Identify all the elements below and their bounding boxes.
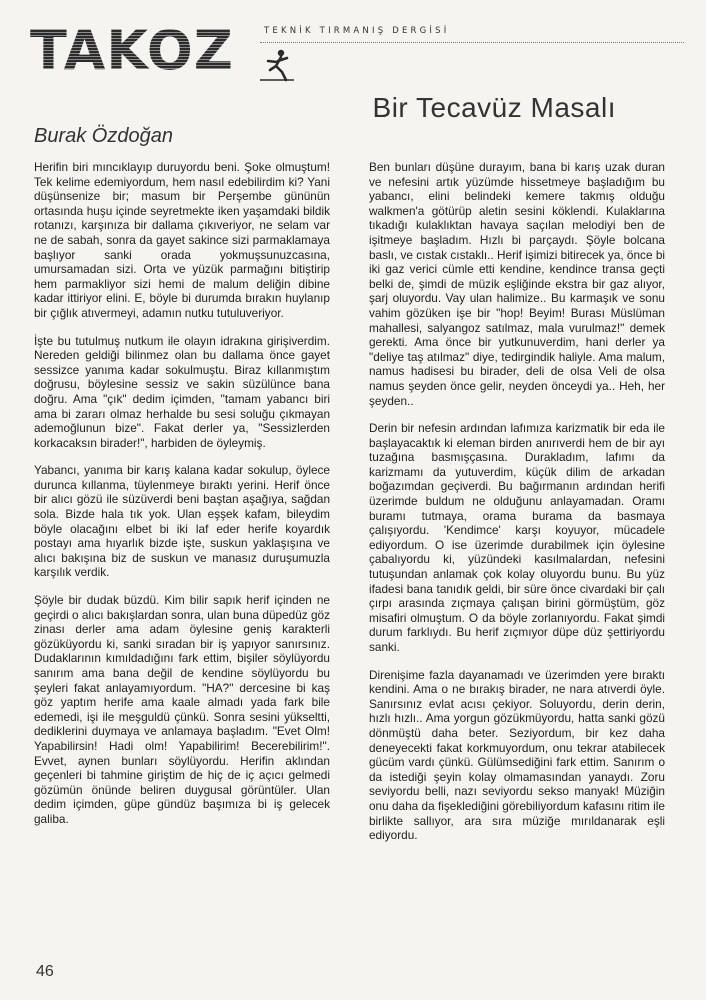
- article-title: Bir Tecavüz Masalı: [372, 92, 616, 123]
- paragraph: Derin bir nefesin ardından lafımıza karizmatik bir eda ile başlayacaktık ki eleman birden anırıverdi hem de bir ayı tuzağına basmışçasına. Durakladım, lafımı da karizmamı da yutuverdim, küçük dilim de arkadan boğazımdan geçiverdi. Bu bağırmanın ardından herifi üzerimde buldum ne olduğunu anlayamadan. Oramı buramı tutmaya, orama burama da basmaya çalışıyordu. 'Kendimce' karşı koyuyor, mücadele ediyordum. O ise üzerimde durabilmek için öylesine çabalıyordu ki, yüzündeki kasılmalardan, nefesini tutuşundan anlamak çok kolay oluyordu bunu. Bu yüz ifadesi bana tanıdık geldi, bir süre önce civardaki bir çalı çırpı arasında zıçmaya çalışan birini görmüştüm, göz misafiri olmuştum. O da böyle zorlanıyordu. Fakat şimdi durum farklıydı. Bu herif zıçmıyor düpe düz şettiriyordu sanki.: [369, 421, 665, 654]
- left-column: [34, 160, 330, 840]
- article-author: Burak Özdoğan: [34, 125, 173, 147]
- magazine-tagline: TEKNİK TIRMANIŞ DERGİSİ: [264, 26, 450, 36]
- paragraph: Şöyle bir dudak büzdü. Kim bilir sapık herif içinden ne geçirdi o alıcı bakışlardan sonra, ulan buna düpedüz göz zinası derler ama adam öylesine geniş karakterli gözüküyordu ki, sanki sıradan bir iş yapıyor sanırsınız. Dudaklarının kımıldadığını fark ettim, bişiler söylüyordu sanırım ama bana değil de kendine söylüyordu bu şeyleri fakat anlayamıyordum. "HA?" dercesine bi kaş göz yaptım herife ama kaale almadı yada fark bile edemedi, işi ile meşguldü çünkü. Sonra sesini yükseltti, dediklerini duymaya ve anlamaya başladım. "Evet Olm! Yapabilirsin! Hadi olm! Yapabilirim! Becerebilirim!". Evvet, aynen bunları söylüyordu. Herifin aklından geçenleri bi tahmine giriştim de hiç de iç açıcı gelmedi gözümün önünde beliren duygusal görüntüler. Ulan dedim içimden, güpe gündüz başımıza bi iş gelecek galiba.: [34, 593, 330, 826]
- header-rule: [260, 42, 684, 43]
- paragraph: Yabancı, yanıma bir karış kalana kadar sokulup, öylece durunca kıllanma, tüylenmeye bıraktı yerini. Herif önce bir alıcı gözü ile süzüverdi beni baştan aşağıya, sağdan sola. Bizde hala tık yok. Ulan eşşek kafam, bileydim böyle olacağını elbet bi iki laf eder herife koyardık postayı ama hıyarlık bizde işte, suskun yaklaşışına ve alıcı bakışına biz de suskun ve manasız duruşumuzla karşılık verdik.: [34, 463, 330, 580]
- paragraph: Herifin biri mıncıklayıp duruyordu beni. Şoke olmuştum! Tek kelime edemiyordum, hem nasıl edebilirdim ki? Yani düşünsenize bir; masum bir Perşembe gününün ortasında huşu içinde seyretmekte iken yaşamdaki bildik rotanızı, karşınıza bir dallama çıkıveriyor, ne selam var ne de sabah, sonra da gayet sakince sizi parmaklamaya başlıyor sanki orada yokmuşsunuzcasına, umursamadan sizi. Orta ve yüzük parmağını bitiştirip hem parmakliyor sizi hemi de malum deliğin dibine kadar ittiriyor elini. E, böyle bi durumda bırakın huylanıp bir çığlık atıvermeyi, adamın nutku tutuluveriyor.: [34, 160, 330, 320]
- paragraph: Direnişime fazla dayanamadı ve üzerimden yere bıraktı kendini. Ama o ne bırakış birader, ne nara atıverdi öyle. Sanırsınız evlat acısı çekiyor. Soluyordu, derin derin, hızlı hızlı.. Ama yorgun gözükmüyordu, hatta sanki gözü dönmüştü daha beter. Seziyordum, bir kez daha deneyecekti fakat korkmuyordum, onu tekrar atabilecek gücüm vardı çünkü. Gülümsediğini fark ettim. Sanırım o da istediği şeyin kolay olmamasından yanaydı. Zoru seviyordu belli, nazı seviyordu sekso manyak! Müziğin onu daha da fişeklediğini görebiliyordum kafasını ritim ile birlikte sallıyor, ara sıra müziğe mırıldanarak eşli ediyordu.: [369, 667, 665, 843]
- paragraph: İşte bu tutulmuş nutkum ile olayın idrakına girişiverdim. Nereden geldiği bilinmez olan bu dallama önce gayet sessizce yanıma kadar sokulmuştu. Biraz kıllanmıştım doğrusu, böylesine sessiz ve sakin süzülünce bana doğru. Ama "çık" dedim içimden, "tamam yabancı biri ama bi zararı olmaz herhalde bu sesi soluğu çıkmayan ademoğlunun bize". Fakat derler ya, "Sessizlerden korkacaksın birader!", harbiden de öyleymiş.: [34, 333, 330, 450]
- magazine-header: [24, 20, 684, 80]
- paragraph: Ben bunları düşüne durayım, bana bi karış uzak duran ve nefesini artık yüzümde hissetmeye başladığım bu yabancı, elini belindeki kemere takmış olduğu walkmen'a götürüp aletin sesini köklendi. Kulaklarına tıkadığı kulaklıktan havaya saçılan melodiyi ben de işitmeye başladım. Hızlı bi parçaydı. Şöyle bolcana baslı, ve cıstak cıstaklı.. Herif işimizi bitirecek ya, önce bi iki gaz verici cümle etti kendine, kendince transa geçti belki de, şimdi de müzik eşliğinde ekstra bir gaz alıyor, şarj oluyordu. Vay ulan halimize.. Bu karmaşık ve sonu vahim gözüken işe bir "hop! Beyim! Burası Müslüman mahallesi, salyangoz satılmaz, mala vurulmaz!" demek gerekti. Ama önce bir yutkunuverdim, hani derler ya "deliye taş atılmaz" diye, tedirgindik haliyle. Ama malum, namus hadisesi bu birader, deli de olsa Veli de olsa namus şeyden önce gelir, neyden önceydi ya.. Heh, her şeyden..: [369, 160, 665, 408]
- climber-icon: [256, 48, 296, 82]
- page-number: 46: [36, 963, 54, 980]
- right-column: [369, 160, 665, 856]
- magazine-logo: TAKOZ: [30, 19, 234, 82]
